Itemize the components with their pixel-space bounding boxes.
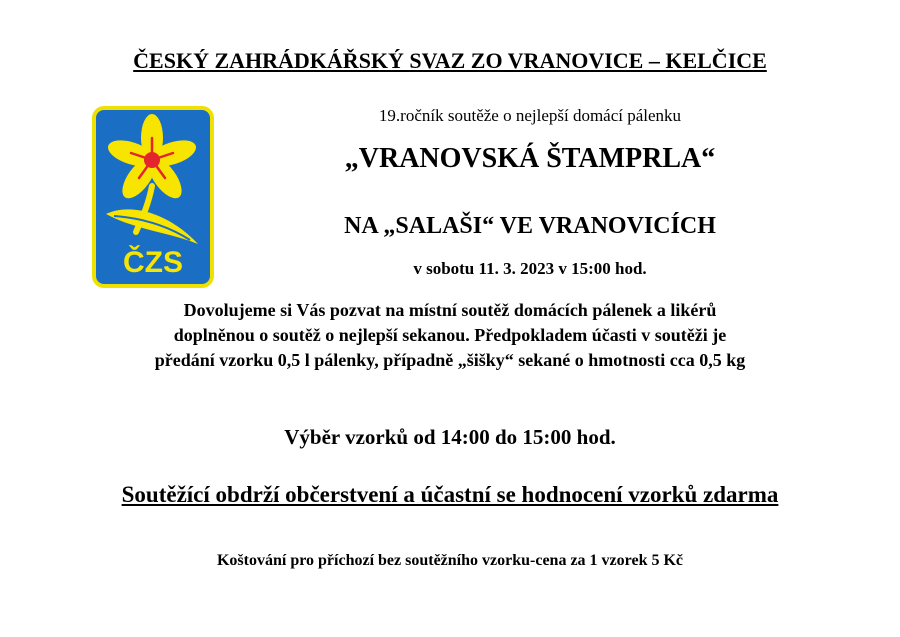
event-title: „VRANOVSKÁ ŠTAMPRLA“	[344, 143, 716, 174]
invitation-line: doplněnou o soutěž o nejlepší sekanou. Předpokladem účasti v soutěži je	[173, 325, 727, 345]
event-venue: NA „SALAŠI“ VE VRANOVICÍCH	[344, 213, 716, 239]
logo-text: ČZS	[123, 246, 183, 279]
free-refreshment-note: Soutěžící obdrží občerstvení a účastní se hodnocení vzorků zdarma	[121, 482, 779, 507]
sample-collection-time: Výběr vzorků od 14:00 do 15:00 hod.	[284, 425, 616, 449]
event-date: v sobotu 11. 3. 2023 v 15:00 hod.	[413, 259, 647, 278]
czs-logo	[92, 106, 214, 288]
event-subtitle: 19.ročník soutěže o nejlepší domácí pálenku	[378, 106, 682, 125]
invitation-line: Dovolujeme si Vás pozvat na místní soutěž domácích pálenek a likérů	[183, 300, 717, 320]
tasting-price-note: Koštování pro příchozí bez soutěžního vzorku-cena za 1 vzorek 5 Kč	[216, 552, 684, 569]
organization-title: ČESKÝ ZAHRÁDKÁŘSKÝ SVAZ ZO VRANOVICE – KELČICE	[133, 48, 767, 73]
invitation-text	[20, 298, 880, 373]
invitation-line: předání vzorku 0,5 l pálenky, případně „šišky“ sekané o hmotnosti cca 0,5 kg	[154, 350, 746, 370]
